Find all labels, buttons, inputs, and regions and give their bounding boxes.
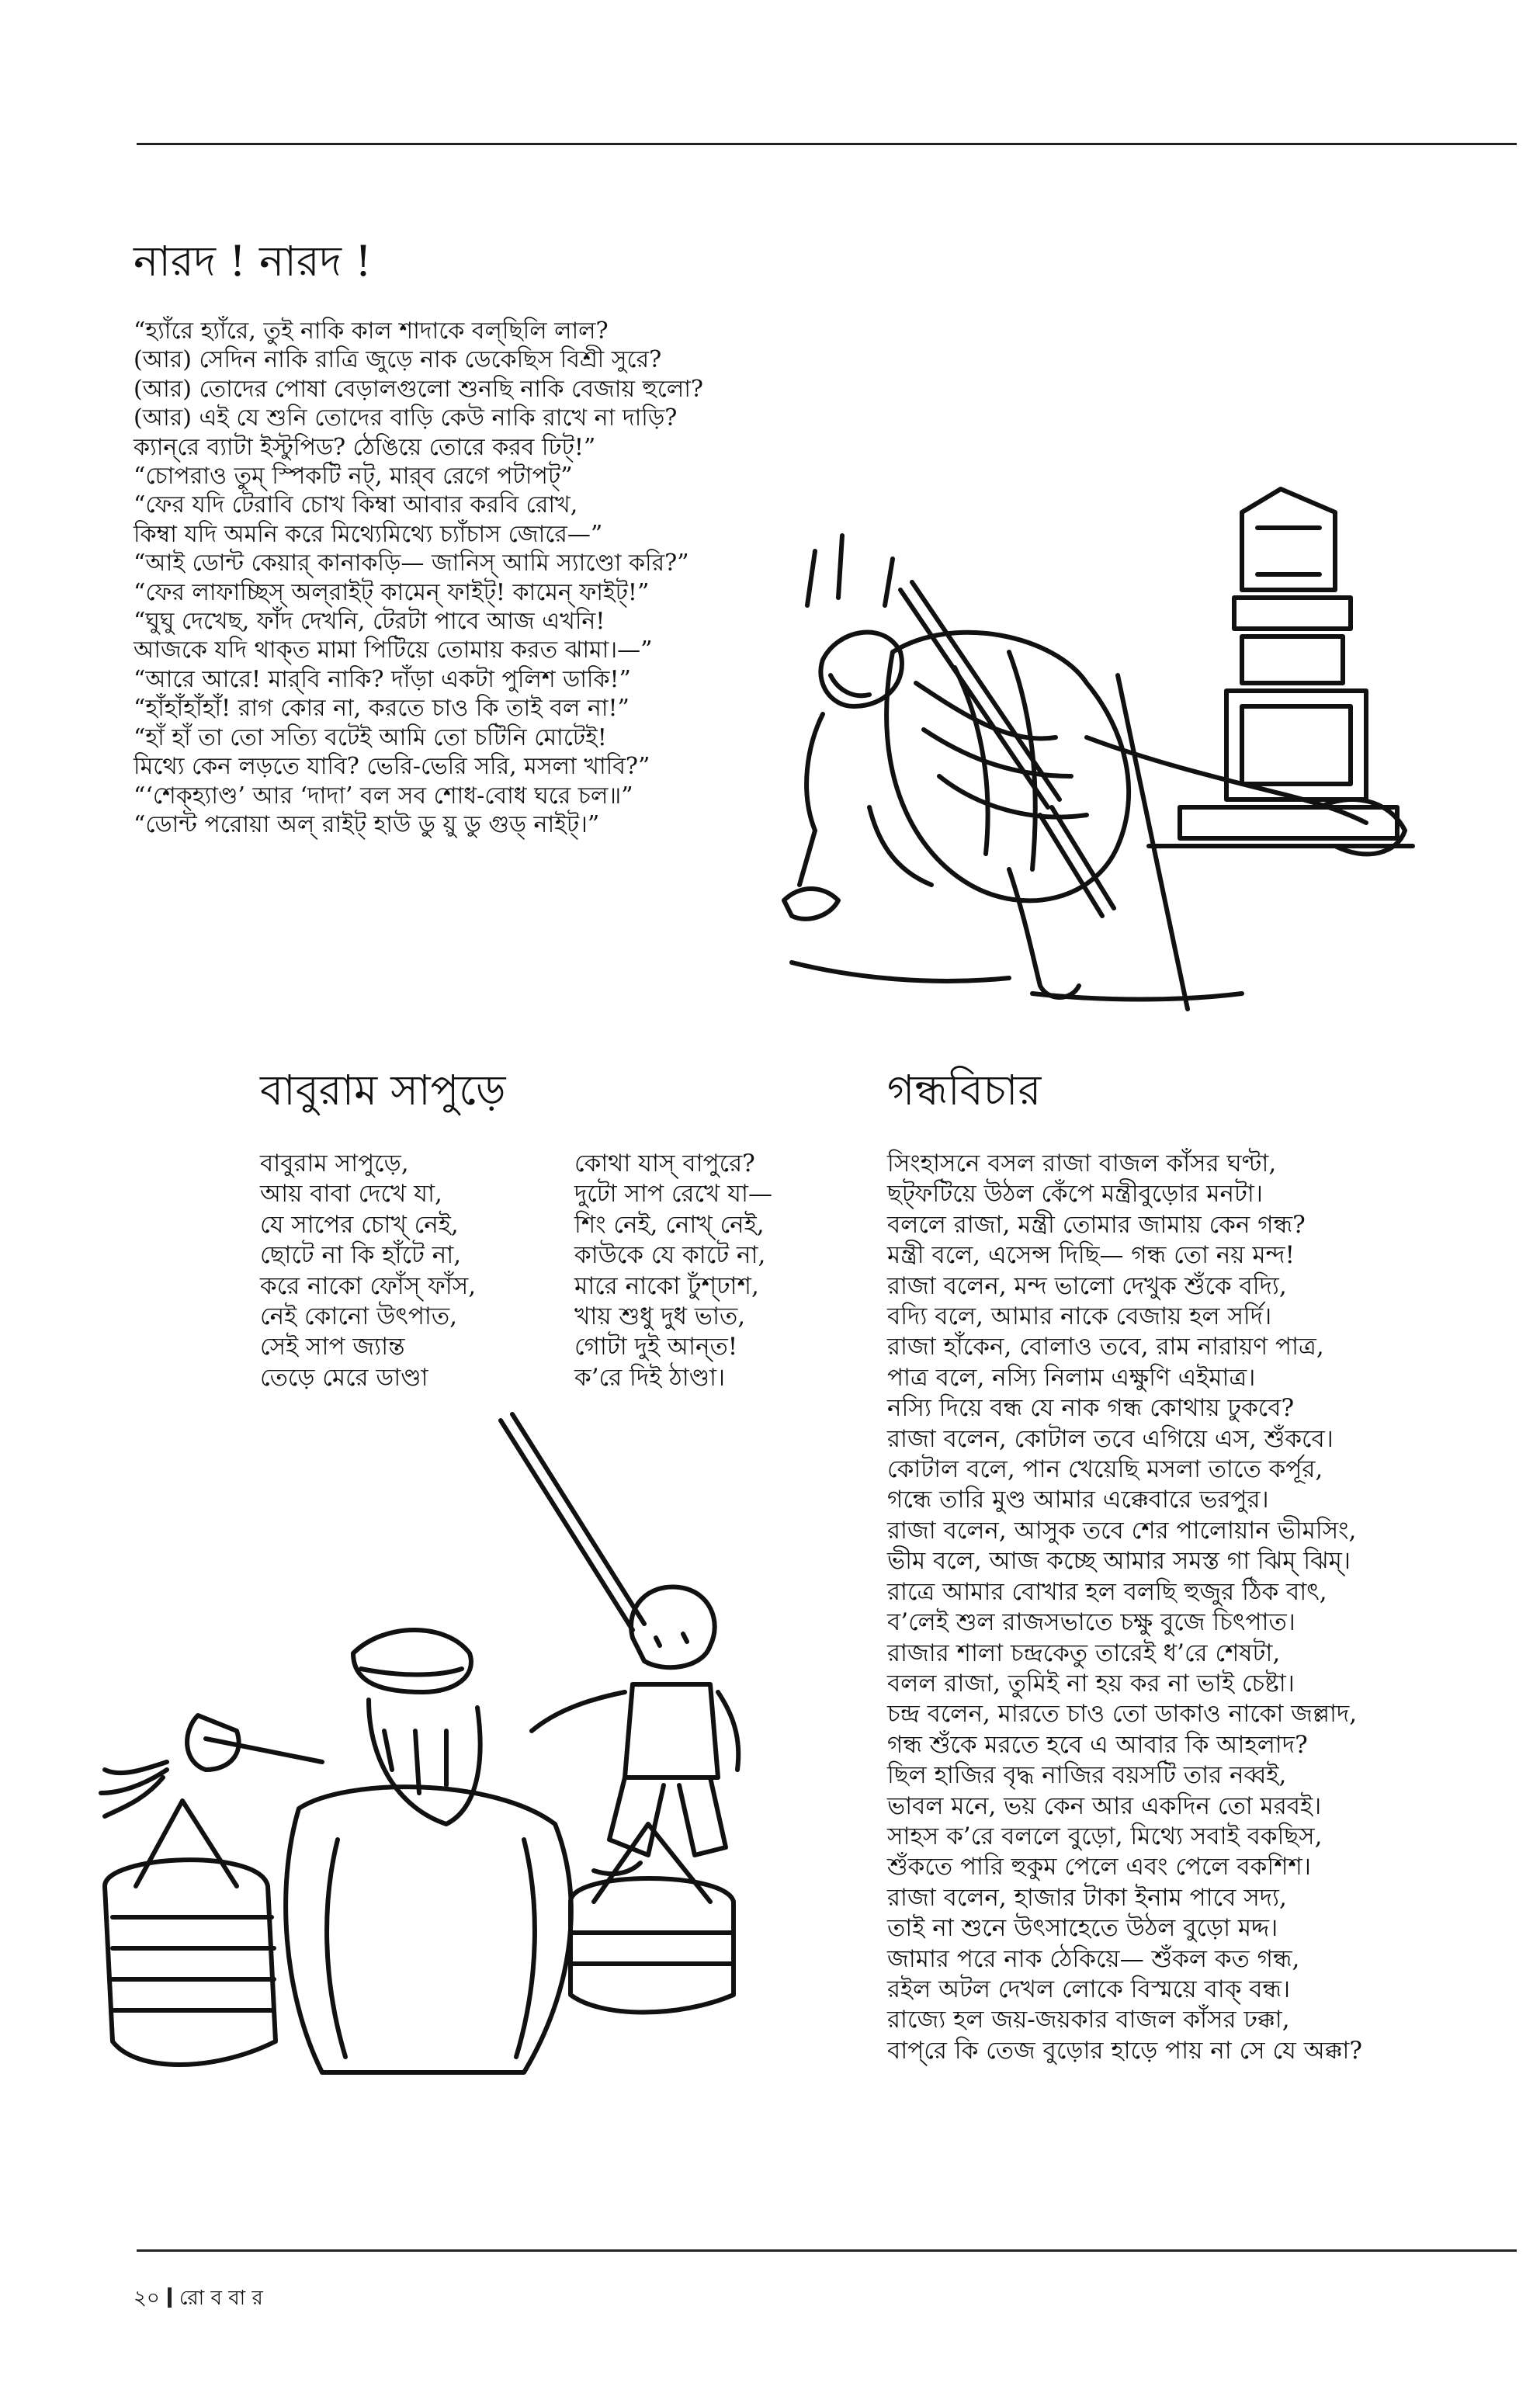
poem-line: “ডোন্ট পরোয়া অল্ রাইট্ হাউ ডু য়ু ডু গুড্ নাইট্।” bbox=[134, 810, 600, 838]
poem-line: “চোপরাও তুম্ স্পিকটি নট্, মার্‌ব রেগে পটাপট্” bbox=[134, 463, 573, 491]
poem-line: করে নাকো ফোঁস্ ফাঁস, bbox=[260, 1271, 477, 1300]
poem-title-baburam: বাবুরাম সাপুড়ে bbox=[260, 1066, 506, 1115]
poem-line: সাহস ক’রে বললে বুড়ো, মিথ্যে সবাই বকছিস, bbox=[887, 1822, 1323, 1850]
poem-body-baburam-left bbox=[260, 1149, 476, 1393]
poem-line: মন্ত্রী বলে, এসেন্স দিছি— গন্ধ তো নয় মন্দ! bbox=[887, 1241, 1295, 1270]
poem-line: শিং নেই, নোখ্ নেই, bbox=[574, 1210, 765, 1239]
poem-line: (আর) এই যে শুনি তোদের বাড়ি কেউ নাকি রাখে না দাড়ি? bbox=[134, 404, 678, 432]
poem-line: “হাঁহাঁহাঁহাঁ! রাগ কোর না, করতে চাও কি তাই বল না!” bbox=[134, 695, 630, 723]
poem-line: যে সাপের চোখ্ নেই, bbox=[260, 1210, 459, 1239]
poem-line: “হাঁ হাঁ তা তো সত্যি বটেই আমি তো চটিনি মোটেই! bbox=[134, 723, 607, 751]
poem-body-baburam-right bbox=[574, 1149, 772, 1393]
magazine-name: রো ব বা র bbox=[179, 2287, 263, 2310]
poem-line: আজকে যদি থাক্‌ত মামা পিটিয়ে তোমায় করত ঝামা।—” bbox=[134, 636, 653, 664]
poem-line: চন্দ্র বলেন, মারতে চাও তো ডাকাও নাকো জল্লাদ, bbox=[887, 1700, 1358, 1729]
poem-line: রাজা বলেন, আসুক তবে শের পালোয়ান ভীমসিং, bbox=[887, 1516, 1357, 1545]
illustration-snake-charmer bbox=[89, 1405, 772, 2103]
poem-body-narad bbox=[134, 317, 703, 839]
poem-line: “ঘুঘু দেখেছ, ফাঁদ দেখনি, টেরটা পাবে আজ এখনি! bbox=[134, 608, 605, 636]
poem-line: খায় শুধু দুধ ভাত, bbox=[574, 1302, 746, 1331]
poem-line: কোটাল বলে, পান খেয়েছি মসলা তাতে কর্পূর, bbox=[887, 1455, 1323, 1484]
poem-line: পাত্র বলে, নস্যি নিলাম এক্ষুণি এইমাত্র। bbox=[887, 1363, 1256, 1392]
page-footer bbox=[134, 2282, 263, 2316]
poem-line: সিংহাসনে বসল রাজা বাজল কাঁসর ঘণ্টা, bbox=[887, 1150, 1277, 1177]
poem-line: ক’রে দিই ঠাণ্ডা। bbox=[574, 1363, 726, 1392]
poem-line: বাবুরাম সাপুড়ে, bbox=[260, 1150, 409, 1177]
poem-line: কোথা যাস্ বাপুরে? bbox=[574, 1150, 755, 1177]
poem-line: ভীম বলে, আজ কচ্ছে আমার সমস্ত গা ঝিম্ ঝিম্। bbox=[887, 1547, 1351, 1576]
poem-line: গন্ধে তারি মুণ্ড আমার এক্কেবারে ভরপুর। bbox=[887, 1486, 1269, 1514]
poem-line: রাজা বলেন, কোটাল তবে এগিয়ে এস, শুঁকবে। bbox=[887, 1424, 1334, 1453]
poem-line: নস্যি দিয়ে বন্ধ যে নাক গন্ধ কোথায় ঢুকবে? bbox=[887, 1394, 1295, 1423]
poem-line: “আই ডোন্ট কেয়ার্ কানাকড়ি— জানিস্ আমি স্যাণ্ডো করি?” bbox=[134, 550, 689, 577]
poem-line: “ফের লাফাচ্ছিস্ অল্‌রাইট্ কামেন্ ফাইট্! কামেন্ ফাইট্!” bbox=[134, 578, 650, 606]
poem-line: কাউকে যে কাটে না, bbox=[574, 1241, 766, 1270]
poem-line: জামার পরে নাক ঠেকিয়ে— শুঁকল কত গন্ধ, bbox=[887, 1944, 1300, 1973]
poem-line: বদ্যি বলে, আমার নাকে বেজায় হল সর্দি। bbox=[887, 1302, 1272, 1331]
poem-line: গোটা দুই আন্‌ত! bbox=[574, 1333, 738, 1361]
poem-line: (আর) তোদের পোষা বেড়ালগুলো শুনছি নাকি বেজায় হুলো? bbox=[134, 375, 703, 403]
poem-line: ভাবল মনে, ভয় কেন আর একদিন তো মরবই। bbox=[887, 1791, 1322, 1820]
poem-line: মিথ্যে কেন লড়তে যাবি? ভেরি-ভেরি সরি, মসলা খাবি?” bbox=[134, 753, 650, 781]
page-number: ২০ bbox=[134, 2287, 160, 2310]
poem-line: ছোটে না কি হাঁটে না, bbox=[260, 1241, 462, 1270]
poem-line: ব’লেই শুল রাজসভাতে চক্ষু বুজে চিৎপাত। bbox=[887, 1608, 1295, 1637]
footer-divider bbox=[168, 2287, 172, 2308]
poem-line: রাজা বলেন, মন্দ ভালো দেখুক শুঁকে বদ্যি, bbox=[887, 1271, 1287, 1300]
poem-line: রাত্রে আমার বোখার হল বলছি হুজুর ঠিক বাৎ, bbox=[887, 1577, 1327, 1606]
poem-line: “হ্যাঁরে হ্যাঁরে, তুই নাকি কাল শাদাকে বল্‌ছিলি লাল? bbox=[134, 317, 609, 345]
poem-line: রাজ্যে হল জয়-জয়কার বাজল কাঁসর ঢক্কা, bbox=[887, 2006, 1290, 2034]
poem-line: আয় বাবা দেখে যা, bbox=[260, 1180, 442, 1209]
poem-line: রাজা হাঁকেন, বোলাও তবে, রাম নারায়ণ পাত্র, bbox=[887, 1333, 1324, 1361]
poem-line: রইল অটল দেখল লোকে বিস্ময়ে বাক্ বন্ধ। bbox=[887, 1975, 1291, 2003]
poem-line: সেই সাপ জ্যান্ত bbox=[260, 1333, 405, 1361]
poem-line: “‘শেক্‌হ্যাণ্ড’ আর ‘দাদা’ বল সব শোধ-বোধ ঘরে চল॥” bbox=[134, 782, 633, 810]
poem-line: ছট্‌ফটিয়ে উঠল কেঁপে মন্ত্রীবুড়োর মনটা। bbox=[887, 1180, 1263, 1209]
poem-line: কিম্বা যদি অমনি করে মিথ্যেমিথ্যে চ্যাঁচাস জোরে—” bbox=[134, 520, 603, 548]
illustration-fallen-man bbox=[776, 481, 1420, 1025]
poem-line: ক্যান্‌রে ব্যাটা ইস্টুপিড? ঠেঙিয়ে তোরে করব ঢিট্!” bbox=[134, 433, 596, 461]
poem-line: তেড়ে মেরে ডাণ্ডা bbox=[260, 1363, 428, 1392]
poem-title-narad: নারদ ! নারদ ! bbox=[134, 237, 372, 286]
poem-line: রাজা বলেন, হাজার টাকা ইনাম পাবে সদ্য, bbox=[887, 1883, 1287, 1912]
poem-line: নেই কোনো উৎপাত, bbox=[260, 1302, 457, 1331]
poem-line: শুঁকতে পারি হুকুম পেলে এবং পেলে বকশিশ। bbox=[887, 1853, 1311, 1881]
poem-line: বলল রাজা, তুমিই না হয় কর না ভাই চেষ্টা। bbox=[887, 1669, 1295, 1698]
footer-rule bbox=[137, 2249, 1517, 2252]
poem-line: দুটো সাপ রেখে যা— bbox=[574, 1180, 772, 1209]
header-rule bbox=[137, 143, 1517, 145]
poem-line: তাই না শুনে উৎসাহেতে উঠল বুড়ো মদ্দ। bbox=[887, 1914, 1278, 1943]
poem-line: গন্ধ শুঁকে মরতে হবে এ আবার কি আহলাদ? bbox=[887, 1730, 1308, 1759]
poem-line: বললে রাজা, মন্ত্রী তোমার জামায় কেন গন্ধ? bbox=[887, 1210, 1306, 1239]
poem-body-gandhabichar bbox=[887, 1149, 1362, 2066]
poem-title-gandhabichar: গন্ধবিচার bbox=[887, 1066, 1042, 1115]
poem-line: ছিল হাজির বৃদ্ধ নাজির বয়সটি তার নব্বই, bbox=[887, 1761, 1287, 1790]
poem-line: “আরে আরে! মার্‌বি নাকি? দাঁড়া একটা পুলিশ ডাকি!” bbox=[134, 665, 631, 693]
poem-line: (আর) সেদিন নাকি রাত্রি জুড়ে নাক ডেকেছিস বিশ্রী সুরে? bbox=[134, 346, 662, 374]
poem-line: রাজার শালা চন্দ্রকেতু তারেই ধ’রে শেষটা, bbox=[887, 1639, 1281, 1667]
poem-line: মারে নাকো ঢুঁশ্‌ঢাশ, bbox=[574, 1271, 759, 1300]
poem-line: বাপ্‌রে কি তেজ বুড়োর হাড়ে পায় না সে যে অক্কা? bbox=[887, 2036, 1363, 2065]
poem-line: “ফের যদি টেরাবি চোখ কিম্বা আবার করবি রোখ, bbox=[134, 491, 578, 519]
